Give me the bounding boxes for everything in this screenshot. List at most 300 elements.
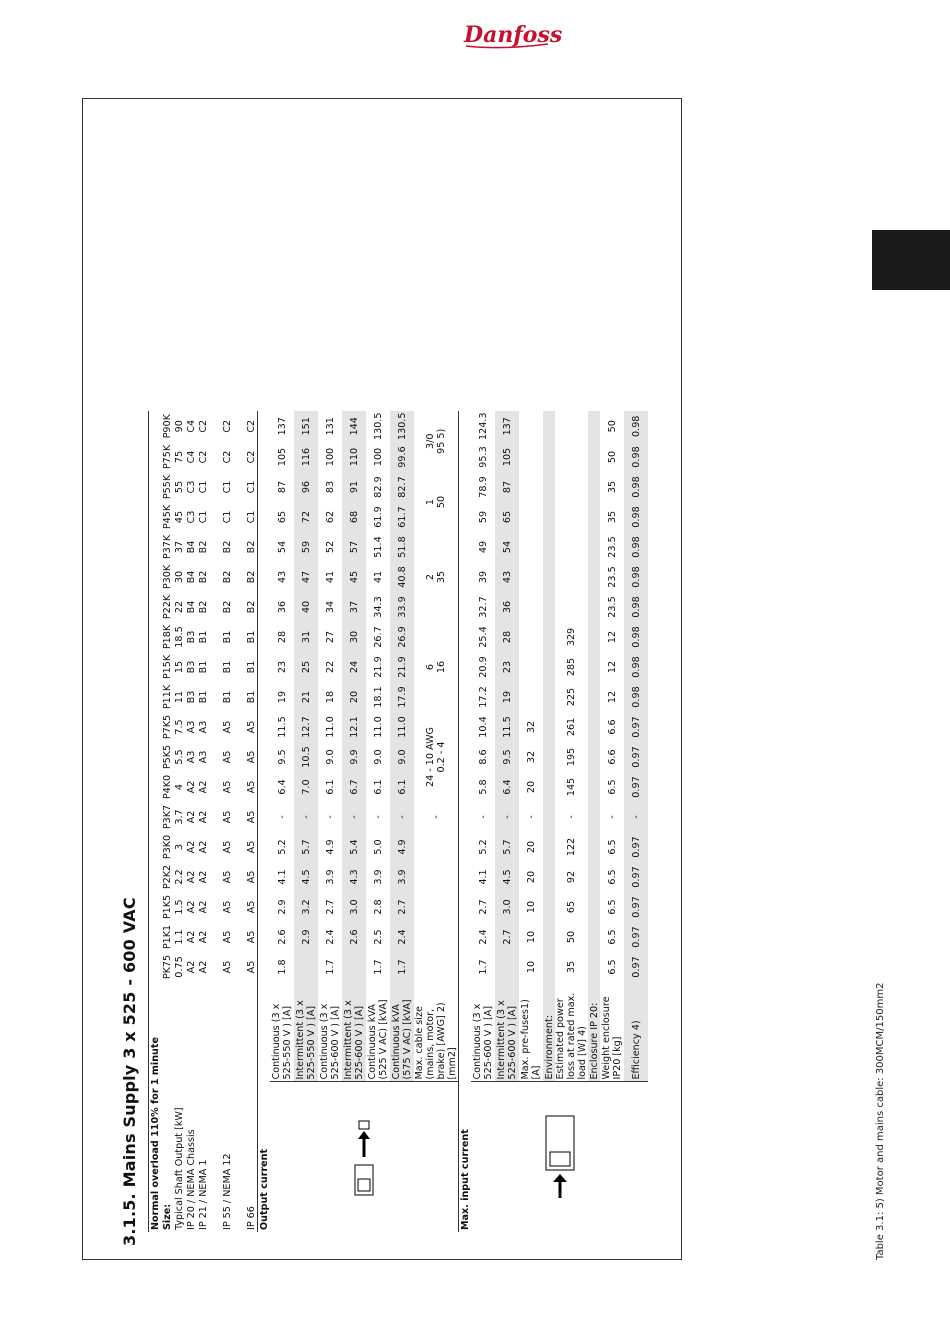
- value-cell: 0.97: [624, 712, 648, 742]
- cable-line: 0.2 - 4: [436, 741, 447, 773]
- value-cell: A5: [221, 840, 233, 854]
- value-cell: [555, 502, 588, 532]
- value-cell: 130.5: [372, 412, 384, 440]
- value-cell: 0.98: [624, 592, 648, 622]
- value-cell: [543, 952, 555, 982]
- value-cell: [519, 652, 543, 682]
- value-cell: 1.7: [372, 959, 384, 975]
- value-cell: 2.4: [324, 929, 336, 945]
- value-cell: 10.4: [477, 716, 489, 738]
- size-cell: P2K2: [161, 864, 173, 890]
- value-cell: 75: [173, 450, 185, 464]
- value-cell: 36: [495, 592, 519, 622]
- value-cell: 28: [495, 622, 519, 652]
- value-cell: -: [372, 815, 384, 819]
- value-cell: A5: [245, 870, 257, 884]
- value-cell: A5: [245, 930, 257, 944]
- value-cell: 5.5: [173, 749, 185, 765]
- value-cell: 110: [342, 442, 366, 472]
- value-cell: [588, 952, 600, 982]
- size-cell: P55K: [161, 474, 173, 500]
- value-cell: 3.9: [324, 869, 336, 885]
- value-cell: 82.7: [390, 472, 414, 502]
- value-cell: 105: [495, 442, 519, 472]
- value-cell: 2.9: [276, 899, 288, 915]
- value-cell: A2: [197, 870, 209, 884]
- row-label: Continuous (3 x 525-550 V ) [A]: [271, 1003, 293, 1080]
- value-cell: 329: [566, 627, 577, 647]
- value-cell: 3.7: [173, 809, 185, 825]
- value-cell: A2: [197, 960, 209, 974]
- value-cell: A2: [185, 900, 197, 914]
- svg-text:Danfoss: Danfoss: [464, 22, 563, 48]
- cable-line: 50: [436, 495, 447, 509]
- value-cell: A5: [245, 780, 257, 794]
- value-cell: 6.5: [606, 869, 618, 885]
- value-cell: B2: [221, 540, 233, 554]
- value-cell: 24: [342, 652, 366, 682]
- value-cell: C4: [185, 450, 197, 464]
- value-cell: 9.0: [324, 749, 336, 765]
- value-cell: A5: [221, 810, 233, 824]
- value-cell: 87: [495, 472, 519, 502]
- size-cell: P37K: [161, 534, 173, 560]
- row-ip55: [209, 411, 245, 1232]
- value-cell: [555, 592, 588, 622]
- value-cell: [543, 802, 555, 832]
- row-ip20: [185, 411, 197, 1232]
- value-cell: 15: [173, 660, 185, 674]
- value-cell: [342, 952, 366, 982]
- value-cell: [543, 862, 555, 892]
- value-cell: 20: [342, 682, 366, 712]
- value-cell: 0.97: [624, 952, 648, 982]
- size-cell: P7K5: [161, 714, 173, 740]
- value-cell: 17.2: [477, 686, 489, 708]
- value-cell: [588, 592, 600, 622]
- value-cell: [555, 532, 588, 562]
- value-cell: [519, 592, 543, 622]
- value-cell: 0.98: [624, 472, 648, 502]
- value-cell: [519, 562, 543, 592]
- size-cell: P4K0: [161, 774, 173, 800]
- value-cell: A2: [197, 810, 209, 824]
- value-cell: [543, 682, 555, 712]
- section-heading: Output current: [258, 411, 271, 1232]
- overload-note-row: [149, 411, 162, 1232]
- value-cell: A5: [245, 750, 257, 764]
- value-cell: C2: [221, 419, 233, 433]
- value-cell: 8.6: [477, 749, 489, 765]
- value-cell: -: [624, 802, 648, 832]
- value-cell: B4: [185, 540, 197, 554]
- value-cell: [543, 442, 555, 472]
- value-cell: B3: [185, 630, 197, 644]
- value-cell: 10: [525, 960, 537, 974]
- row-ip21: [197, 411, 209, 1232]
- value-cell: 131: [324, 417, 336, 436]
- value-cell: [588, 682, 600, 712]
- value-cell: 137: [495, 411, 519, 442]
- value-cell: 18: [324, 690, 336, 704]
- value-cell: A3: [185, 720, 197, 734]
- spec-table: [148, 411, 648, 1232]
- value-cell: 195: [566, 747, 577, 767]
- value-cell: 22: [173, 600, 185, 614]
- value-cell: A2: [185, 840, 197, 854]
- value-cell: [543, 562, 555, 592]
- value-cell: 105: [276, 447, 288, 467]
- value-cell: -: [276, 815, 288, 819]
- value-cell: B2: [221, 600, 233, 614]
- value-cell: 82.9: [372, 476, 384, 498]
- row-label: Weight enclosure IP20 [kg]: [601, 996, 623, 1080]
- value-cell: 9.9: [342, 742, 366, 772]
- value-cell: 2.6: [276, 929, 288, 945]
- size-label: Size:: [161, 1203, 173, 1230]
- value-cell: 7.5: [173, 719, 185, 735]
- cable-group-b: [414, 622, 459, 712]
- value-cell: 5.7: [495, 832, 519, 862]
- value-cell: 11.5: [495, 712, 519, 742]
- value-cell: [588, 802, 600, 832]
- value-cell: A2: [185, 810, 197, 824]
- value-cell: C1: [245, 510, 257, 524]
- value-cell: [543, 472, 555, 502]
- value-cell: 100: [324, 447, 336, 467]
- value-cell: B1: [221, 660, 233, 674]
- value-cell: 91: [342, 472, 366, 502]
- size-cell: P30K: [161, 564, 173, 590]
- cable-line: 1: [425, 498, 436, 506]
- cable-group-e: [414, 411, 459, 472]
- value-cell: [588, 502, 600, 532]
- input-row: [471, 411, 495, 1232]
- value-cell: 50: [606, 450, 618, 464]
- value-cell: 21.9: [390, 652, 414, 682]
- value-cell: 68: [342, 502, 366, 532]
- value-cell: 62: [324, 510, 336, 524]
- value-cell: 6.6: [606, 749, 618, 765]
- value-cell: C2: [245, 450, 257, 464]
- value-cell: 100: [372, 447, 384, 467]
- value-cell: 2.7: [477, 899, 489, 915]
- value-cell: A2: [185, 780, 197, 794]
- value-cell: 11.0: [390, 712, 414, 742]
- value-cell: 116: [294, 442, 318, 472]
- value-cell: 4: [173, 783, 185, 791]
- value-cell: 6.5: [606, 899, 618, 915]
- value-cell: [543, 772, 555, 802]
- value-cell: 35: [606, 480, 618, 494]
- drive-icon-input: [471, 1082, 648, 1232]
- value-cell: -: [390, 802, 414, 832]
- value-cell: 0.97: [624, 772, 648, 802]
- value-cell: 31: [294, 622, 318, 652]
- value-cell: B1: [197, 630, 209, 644]
- value-cell: -: [294, 802, 318, 832]
- value-cell: 40: [294, 592, 318, 622]
- cable-line: 16: [436, 660, 447, 674]
- value-cell: [543, 592, 555, 622]
- value-cell: [588, 772, 600, 802]
- value-cell: 0.75: [173, 956, 185, 978]
- cable-line: 35: [436, 570, 447, 584]
- value-cell: 10: [525, 930, 537, 944]
- value-cell: 23.5: [606, 566, 618, 588]
- value-cell: [588, 532, 600, 562]
- value-cell: A5: [221, 900, 233, 914]
- value-cell: [543, 622, 555, 652]
- value-cell: 2.8: [372, 899, 384, 915]
- value-cell: B2: [245, 570, 257, 584]
- value-cell: 54: [276, 540, 288, 554]
- value-cell: 90: [173, 420, 185, 433]
- value-cell: 261: [566, 717, 577, 737]
- value-cell: 41: [324, 570, 336, 584]
- value-cell: A2: [197, 840, 209, 854]
- value-cell: 12: [606, 690, 618, 704]
- row-label: Typical Shaft Output [kW]: [173, 1107, 185, 1230]
- value-cell: C2: [245, 419, 257, 433]
- row-label: Intermittent (3 x 525-600 V ) [A]: [495, 982, 519, 1082]
- value-cell: 1.7: [390, 952, 414, 982]
- value-cell: 21: [294, 682, 318, 712]
- value-cell: 35: [566, 960, 577, 974]
- value-cell: [588, 922, 600, 952]
- row-label: Environment:: [543, 982, 555, 1082]
- value-cell: 5.7: [294, 832, 318, 862]
- value-cell: B3: [185, 660, 197, 674]
- value-cell: 2.2: [173, 869, 185, 885]
- value-cell: -: [495, 802, 519, 832]
- value-cell: 12.7: [294, 712, 318, 742]
- value-cell: A5: [221, 930, 233, 944]
- row-label: IP 66: [245, 1206, 257, 1230]
- value-cell: B1: [245, 660, 257, 674]
- row-label: Max. cable size (mains, motor, brake) [AWG] 2) [mm2]: [414, 1002, 458, 1080]
- value-cell: A5: [245, 720, 257, 734]
- value-cell: 61.9: [372, 506, 384, 528]
- value-cell: [588, 562, 600, 592]
- value-cell: 4.9: [324, 839, 336, 855]
- value-cell: 27: [324, 630, 336, 644]
- value-cell: 2.9: [294, 922, 318, 952]
- row-label: Continuous kVA (575 V AC) [kVA]: [390, 982, 414, 1082]
- value-cell: 9.5: [276, 749, 288, 765]
- value-cell: A2: [197, 900, 209, 914]
- value-cell: 0.97: [624, 922, 648, 952]
- size-cell: P1K1: [161, 924, 173, 950]
- value-cell: 57: [342, 532, 366, 562]
- value-cell: A5: [245, 840, 257, 854]
- value-cell: 43: [276, 570, 288, 584]
- value-cell: 144: [342, 411, 366, 442]
- value-cell: B2: [245, 540, 257, 554]
- value-cell: B2: [197, 570, 209, 584]
- value-cell: 3.0: [495, 892, 519, 922]
- value-cell: 4.1: [477, 869, 489, 885]
- value-cell: 6.1: [324, 779, 336, 795]
- value-cell: 225: [566, 687, 577, 707]
- cable-line: 24 - 10 AWG: [425, 727, 436, 787]
- value-cell: B2: [197, 600, 209, 614]
- cable-group-d: [414, 472, 459, 532]
- value-cell: 72: [294, 502, 318, 532]
- row-label: Max. pre-fuses1) [A]: [520, 999, 542, 1080]
- value-cell: [519, 622, 543, 652]
- value-cell: B1: [221, 630, 233, 644]
- value-cell: [555, 562, 588, 592]
- value-cell: 28: [276, 630, 288, 644]
- value-cell: A5: [221, 960, 233, 974]
- value-cell: 285: [566, 657, 577, 677]
- value-cell: 0.98: [624, 411, 648, 442]
- value-cell: 0.98: [624, 622, 648, 652]
- value-cell: 7.0: [294, 772, 318, 802]
- size-cell: P75K: [161, 444, 173, 470]
- value-cell: 65: [276, 510, 288, 524]
- value-cell: 45: [342, 562, 366, 592]
- value-cell: 3.9: [372, 869, 384, 885]
- value-cell: 96: [294, 472, 318, 502]
- value-cell: 0.98: [624, 682, 648, 712]
- value-cell: 23: [495, 652, 519, 682]
- size-cell: P3K0: [161, 834, 173, 860]
- value-cell: 5.4: [342, 832, 366, 862]
- size-cell: P22K: [161, 594, 173, 620]
- value-cell: 18.5: [173, 626, 185, 648]
- value-cell: 87: [276, 480, 288, 494]
- value-cell: 45: [173, 510, 185, 524]
- value-cell: [588, 472, 600, 502]
- value-cell: A5: [221, 750, 233, 764]
- value-cell: 11.0: [372, 716, 384, 738]
- row-shaft_output: [173, 411, 185, 1232]
- value-cell: C4: [185, 419, 197, 433]
- value-cell: 23: [276, 660, 288, 674]
- value-cell: 51.4: [372, 536, 384, 558]
- value-cell: 6.5: [606, 929, 618, 945]
- value-cell: 59: [294, 532, 318, 562]
- value-cell: C1: [245, 480, 257, 494]
- size-cell: P11K: [161, 684, 173, 710]
- value-cell: B3: [185, 690, 197, 704]
- value-cell: 4.5: [294, 862, 318, 892]
- value-cell: [519, 502, 543, 532]
- value-cell: 1.8: [276, 959, 288, 975]
- value-cell: 5.8: [477, 779, 489, 795]
- value-cell: 3.2: [294, 892, 318, 922]
- size-cell: P1K5: [161, 894, 173, 920]
- output-current-heading-row: [258, 411, 271, 1232]
- value-cell: B2: [245, 600, 257, 614]
- row-label: IP 55 / NEMA 12: [221, 1153, 233, 1230]
- value-cell: 19: [276, 690, 288, 704]
- value-cell: -: [324, 815, 336, 819]
- value-cell: 0.98: [624, 502, 648, 532]
- value-cell: 3: [173, 843, 185, 851]
- rotated-page-content: [120, 46, 886, 1260]
- value-cell: [543, 532, 555, 562]
- cable-line: -: [430, 815, 442, 819]
- value-cell: [543, 922, 555, 952]
- size-cell: P15K: [161, 654, 173, 680]
- value-cell: C2: [221, 450, 233, 464]
- value-cell: -: [525, 815, 537, 819]
- value-cell: C1: [197, 480, 209, 494]
- value-cell: 9.0: [390, 742, 414, 772]
- value-cell: 35: [606, 510, 618, 524]
- value-cell: 95.3: [477, 446, 489, 468]
- value-cell: 0.98: [624, 442, 648, 472]
- value-cell: [588, 862, 600, 892]
- value-cell: 51.8: [390, 532, 414, 562]
- value-cell: A2: [185, 870, 197, 884]
- value-cell: A5: [221, 870, 233, 884]
- value-cell: [543, 652, 555, 682]
- value-cell: [555, 442, 588, 472]
- value-cell: 52: [324, 540, 336, 554]
- chapter-tab-marker: [872, 230, 950, 290]
- row-label: Intermittent (3 x 525-600 V ) [A]: [342, 982, 366, 1082]
- value-cell: A2: [197, 930, 209, 944]
- value-cell: A5: [221, 780, 233, 794]
- value-cell: [543, 832, 555, 862]
- value-cell: 3.9: [390, 862, 414, 892]
- value-cell: C3: [185, 480, 197, 494]
- value-cell: 1.1: [173, 929, 185, 945]
- value-cell: 65: [566, 900, 577, 914]
- value-cell: -: [606, 815, 618, 819]
- value-cell: B1: [197, 660, 209, 674]
- value-cell: 32: [525, 720, 537, 734]
- value-cell: 34.3: [372, 596, 384, 618]
- cable-line: 6: [425, 663, 436, 671]
- cable-line: 3/0: [425, 433, 436, 449]
- value-cell: 43: [495, 562, 519, 592]
- value-cell: 151: [294, 411, 318, 442]
- value-cell: A5: [245, 960, 257, 974]
- value-cell: 59: [477, 510, 489, 524]
- row-label: Efficiency 4): [624, 982, 648, 1082]
- value-cell: [588, 652, 600, 682]
- size-cell: P3K7: [161, 804, 173, 830]
- value-cell: 1.7: [477, 959, 489, 975]
- row-label: IP 20 / NEMA Chassis: [185, 1129, 197, 1230]
- value-cell: C2: [197, 450, 209, 464]
- value-cell: 0.97: [624, 742, 648, 772]
- value-cell: B1: [245, 690, 257, 704]
- row-label: Continuous (3 x 525-600 V ) [A]: [472, 1003, 494, 1080]
- value-cell: 0.97: [624, 862, 648, 892]
- value-cell: A3: [197, 720, 209, 734]
- value-cell: 92: [566, 870, 577, 884]
- value-cell: 25: [294, 652, 318, 682]
- drive-icon: [270, 1082, 459, 1232]
- cable-group-dash: [414, 802, 459, 832]
- value-cell: 83: [324, 480, 336, 494]
- value-cell: 2.7: [324, 899, 336, 915]
- row-label: Intermittent (3 x 525-550 V ) [A]: [294, 982, 318, 1082]
- value-cell: 5.2: [477, 839, 489, 855]
- row-label: Enclosure IP 20:: [588, 982, 600, 1082]
- value-cell: [543, 892, 555, 922]
- value-cell: 137: [276, 417, 288, 436]
- value-cell: B1: [197, 690, 209, 704]
- value-cell: 9.0: [372, 749, 384, 765]
- value-cell: 0.98: [624, 532, 648, 562]
